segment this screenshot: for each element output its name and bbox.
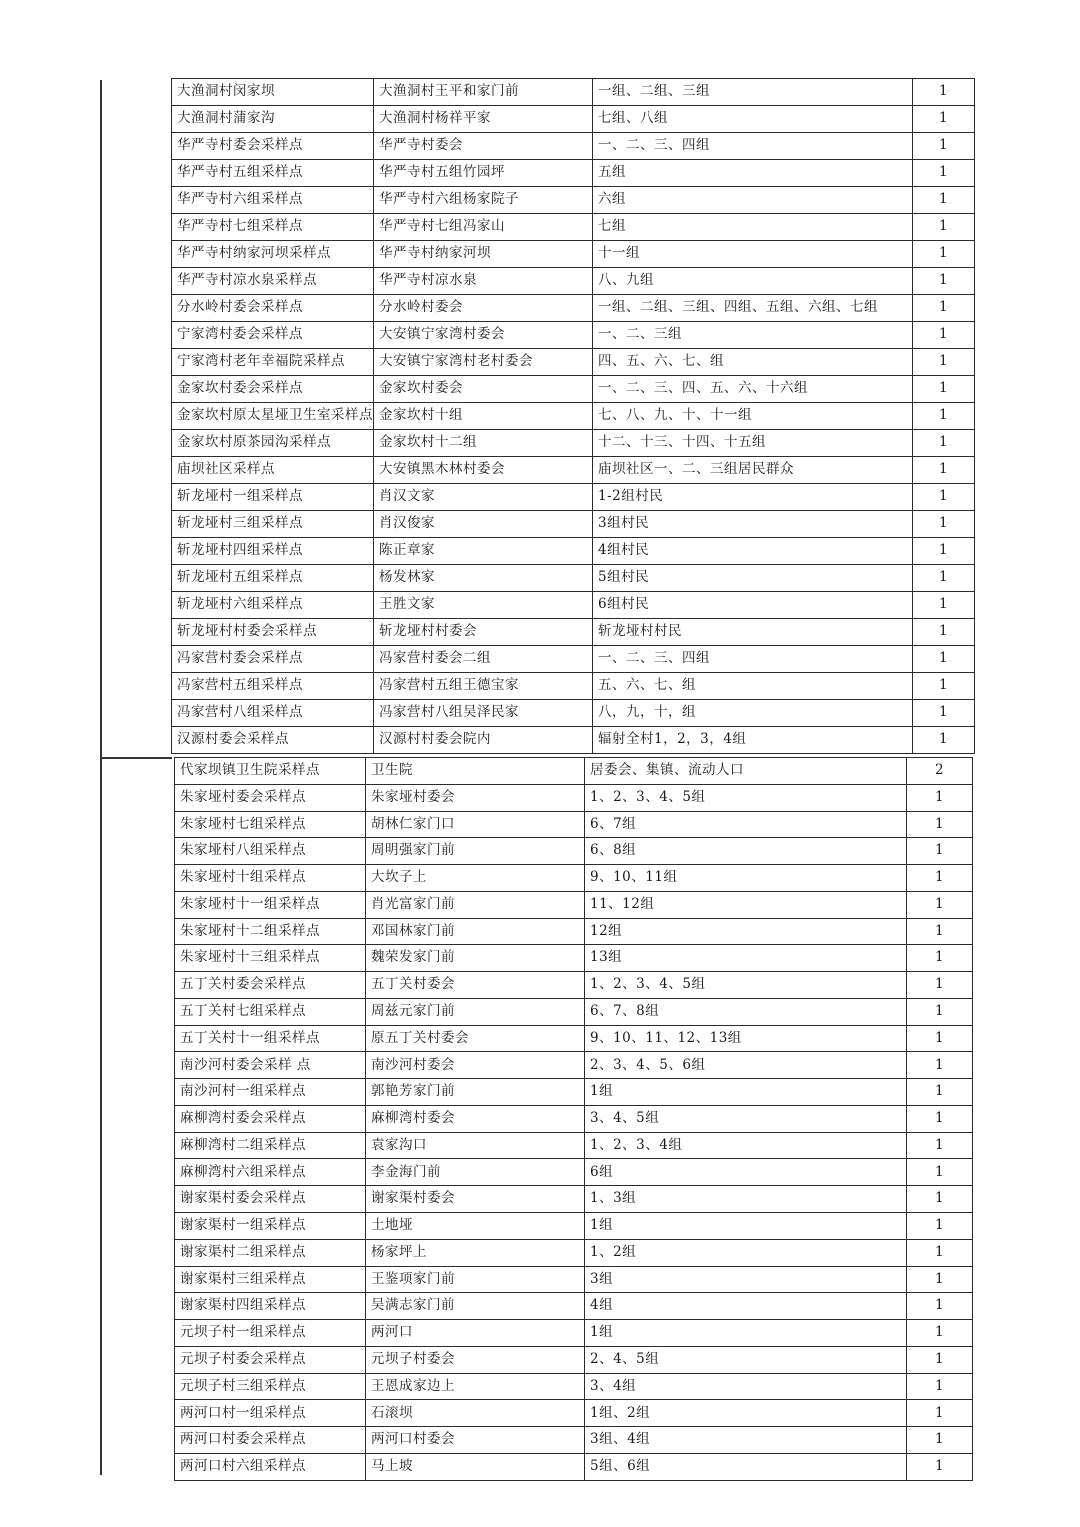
count-cell: 1 [913,538,975,565]
coverage-cell: 6组 [585,1159,907,1186]
count-cell: 1 [913,268,975,295]
count-cell: 1 [913,511,975,538]
coverage-cell: 3、4、5组 [585,1105,907,1132]
coverage-cell: 6、7、8组 [585,998,907,1025]
location-cell: 胡林仁家门口 [366,811,585,838]
table-row [175,811,973,838]
site-name-cell: 斩龙垭村五组采样点 [172,565,374,592]
count-cell: 1 [907,1346,973,1373]
coverage-cell: 1-2组村民 [593,484,913,511]
site-name-cell: 五丁关村七组采样点 [175,998,366,1025]
location-cell: 朱家垭村委会 [366,784,585,811]
count-cell: 1 [913,160,975,187]
table-row [172,295,975,322]
left-margin-line [100,80,102,1475]
count-cell: 1 [913,214,975,241]
location-cell: 华严寺村委会 [374,133,593,160]
location-cell: 陈正章家 [374,538,593,565]
table-row [175,1427,973,1454]
coverage-cell: 庙坝社区一、二、三组居民群众 [593,457,913,484]
location-cell: 两河口村委会 [366,1427,585,1454]
table-row [175,1320,973,1347]
count-cell: 1 [913,592,975,619]
coverage-cell: 一、二、三、四组 [593,646,913,673]
table-row [175,865,973,892]
coverage-cell: 八，九，十，组 [593,700,913,727]
site-name-cell: 麻柳湾村委会采样点 [175,1105,366,1132]
count-cell: 1 [907,1159,973,1186]
count-cell: 1 [907,1320,973,1347]
table-row [172,376,975,403]
table-row [172,727,975,754]
site-name-cell: 大渔洞村闵家坝 [172,79,374,106]
coverage-cell: 2、3、4、5、6组 [585,1052,907,1079]
location-cell: 大坎子上 [366,865,585,892]
location-cell: 杨发林家 [374,565,593,592]
site-name-cell: 朱家垭村十三组采样点 [175,945,366,972]
count-cell: 1 [907,1025,973,1052]
location-cell: 土地垭 [366,1213,585,1240]
site-name-cell: 两河口村一组采样点 [175,1400,366,1427]
site-name-cell: 华严寺村纳家河坝采样点 [172,241,374,268]
location-cell: 五丁关村委会 [366,972,585,999]
count-cell: 1 [907,1266,973,1293]
table-row [172,457,975,484]
coverage-cell: 1、2组 [585,1239,907,1266]
section-divider-line [100,757,172,759]
table-row [175,918,973,945]
location-cell: 杨家坪上 [366,1239,585,1266]
table-row [175,1400,973,1427]
location-cell: 邓国林家门前 [366,918,585,945]
location-cell: 石滚坝 [366,1400,585,1427]
coverage-cell: 11、12组 [585,891,907,918]
site-name-cell: 华严寺村委会采样点 [172,133,374,160]
table-row [172,484,975,511]
site-name-cell: 代家坝镇卫生院采样点 [175,758,366,785]
location-cell: 谢家渠村委会 [366,1186,585,1213]
count-cell: 1 [907,1079,973,1106]
site-name-cell: 元坝子村委会采样点 [175,1346,366,1373]
coverage-cell: 辐射全村1，2，3，4组 [593,727,913,754]
location-cell: 马上坡 [366,1453,585,1480]
location-cell: 李金海门前 [366,1159,585,1186]
site-name-cell: 朱家垭村十组采样点 [175,865,366,892]
count-cell: 1 [913,187,975,214]
location-cell: 汉源村村委会院内 [374,727,593,754]
count-cell: 1 [907,998,973,1025]
site-name-cell: 华严寺村五组采样点 [172,160,374,187]
location-cell: 华严寺村纳家河坝 [374,241,593,268]
location-cell: 华严寺村七组冯家山 [374,214,593,241]
count-cell: 1 [913,646,975,673]
site-name-cell: 朱家垭村委会采样点 [175,784,366,811]
table-row [172,106,975,133]
location-cell: 大安镇黑木林村委会 [374,457,593,484]
location-cell: 吴满志家门前 [366,1293,585,1320]
count-cell: 1 [913,241,975,268]
site-name-cell: 冯家营村五组采样点 [172,673,374,700]
table-row [175,998,973,1025]
site-name-cell: 分水岭村委会采样点 [172,295,374,322]
site-name-cell: 汉源村委会采样点 [172,727,374,754]
coverage-cell: 3组村民 [593,511,913,538]
coverage-cell: 3组 [585,1266,907,1293]
table-row [172,700,975,727]
count-cell: 1 [913,565,975,592]
count-cell: 1 [907,1105,973,1132]
count-cell: 1 [907,784,973,811]
location-cell: 两河口 [366,1320,585,1347]
location-cell: 周明强家门前 [366,838,585,865]
location-cell: 大安镇宁家湾村委会 [374,322,593,349]
coverage-cell: 6、8组 [585,838,907,865]
count-cell: 1 [913,106,975,133]
table-row [172,160,975,187]
count-cell: 1 [913,403,975,430]
count-cell: 1 [907,865,973,892]
count-cell: 1 [907,1132,973,1159]
site-name-cell: 麻柳湾村六组采样点 [175,1159,366,1186]
table-row [172,214,975,241]
count-cell: 1 [907,1052,973,1079]
location-cell: 麻柳湾村委会 [366,1105,585,1132]
location-cell: 华严寺村六组杨家院子 [374,187,593,214]
count-cell: 1 [913,673,975,700]
count-cell: 1 [907,1427,973,1454]
count-cell: 1 [907,1400,973,1427]
coverage-cell: 一、二、三、四组 [593,133,913,160]
table-row [172,511,975,538]
location-cell: 华严寺村凉水泉 [374,268,593,295]
coverage-cell: 一、二、三、四、五、六、十六组 [593,376,913,403]
count-cell: 1 [907,945,973,972]
coverage-cell: 八、九组 [593,268,913,295]
count-cell: 1 [907,1373,973,1400]
table-row [175,838,973,865]
table-row [172,403,975,430]
count-cell: 1 [913,430,975,457]
sampling-sites-table-b [174,757,973,1481]
location-cell: 冯家营村八组吴泽民家 [374,700,593,727]
location-cell: 王鉴项家门前 [366,1266,585,1293]
site-name-cell: 华严寺村七组采样点 [172,214,374,241]
table-row [172,565,975,592]
coverage-cell: 1组 [585,1213,907,1240]
location-cell: 郭艳芳家门前 [366,1079,585,1106]
coverage-cell: 3、4组 [585,1373,907,1400]
coverage-cell: 一组、二组、三组、四组、五组、六组、七组 [593,295,913,322]
site-name-cell: 南沙河村委会采样 点 [175,1052,366,1079]
count-cell: 1 [913,619,975,646]
table-row [175,1373,973,1400]
site-name-cell: 斩龙垭村六组采样点 [172,592,374,619]
table-row [175,758,973,785]
table-row [172,619,975,646]
coverage-cell: 1、2、3、4组 [585,1132,907,1159]
coverage-cell: 四、五、六、七、组 [593,349,913,376]
table-row [175,784,973,811]
coverage-cell: 十一组 [593,241,913,268]
coverage-cell: 1组、2组 [585,1400,907,1427]
coverage-cell: 1、2、3、4、5组 [585,972,907,999]
table-row [175,1346,973,1373]
site-name-cell: 朱家垭村十二组采样点 [175,918,366,945]
table-row [172,538,975,565]
table-row [172,79,975,106]
table-row [175,945,973,972]
coverage-cell: 一、二、三组 [593,322,913,349]
site-name-cell: 谢家渠村委会采样点 [175,1186,366,1213]
site-name-cell: 朱家垭村十一组采样点 [175,891,366,918]
count-cell: 1 [913,484,975,511]
count-cell: 1 [913,349,975,376]
count-cell: 1 [907,811,973,838]
site-name-cell: 五丁关村十一组采样点 [175,1025,366,1052]
table-row [175,1293,973,1320]
location-cell: 肖光富家门前 [366,891,585,918]
coverage-cell: 9、10、11组 [585,865,907,892]
table-row [175,1132,973,1159]
coverage-cell: 4组村民 [593,538,913,565]
table-row [175,1105,973,1132]
site-name-cell: 五丁关村委会采样点 [175,972,366,999]
coverage-cell: 十二、十三、十四、十五组 [593,430,913,457]
site-name-cell: 朱家垭村八组采样点 [175,838,366,865]
coverage-cell: 5组、6组 [585,1453,907,1480]
coverage-cell: 12组 [585,918,907,945]
location-cell: 冯家营村五组王德宝家 [374,673,593,700]
site-name-cell: 斩龙垭村四组采样点 [172,538,374,565]
coverage-cell: 居委会、集镇、流动人口 [585,758,907,785]
coverage-cell: 斩龙垭村村民 [593,619,913,646]
location-cell: 大渔洞村杨祥平家 [374,106,593,133]
count-cell: 1 [907,1293,973,1320]
count-cell: 1 [913,727,975,754]
table-row [172,430,975,457]
count-cell: 1 [913,376,975,403]
table-row [175,1079,973,1106]
site-name-cell: 麻柳湾村二组采样点 [175,1132,366,1159]
count-cell: 1 [913,322,975,349]
sampling-sites-table-a [171,78,975,754]
count-cell: 1 [907,1453,973,1480]
site-name-cell: 华严寺村凉水泉采样点 [172,268,374,295]
count-cell: 1 [907,1213,973,1240]
location-cell: 分水岭村委会 [374,295,593,322]
coverage-cell: 六组 [593,187,913,214]
coverage-cell: 七组 [593,214,913,241]
site-name-cell: 两河口村六组采样点 [175,1453,366,1480]
location-cell: 元坝子村委会 [366,1346,585,1373]
count-cell: 1 [907,891,973,918]
site-name-cell: 谢家渠村三组采样点 [175,1266,366,1293]
site-name-cell: 金家坎村委会采样点 [172,376,374,403]
location-cell: 冯家营村委会二组 [374,646,593,673]
coverage-cell: 13组 [585,945,907,972]
location-cell: 肖汉俊家 [374,511,593,538]
location-cell: 袁家沟口 [366,1132,585,1159]
site-name-cell: 元坝子村三组采样点 [175,1373,366,1400]
site-name-cell: 两河口村委会采样点 [175,1427,366,1454]
count-cell: 1 [907,1186,973,1213]
site-name-cell: 金家坎村原茶园沟采样点 [172,430,374,457]
count-cell: 1 [913,79,975,106]
count-cell: 1 [913,457,975,484]
location-cell: 魏荣发家门前 [366,945,585,972]
coverage-cell: 1、2、3、4、5组 [585,784,907,811]
location-cell: 王胜文家 [374,592,593,619]
coverage-cell: 4组 [585,1293,907,1320]
coverage-cell: 一组、二组、三组 [593,79,913,106]
table-row [172,349,975,376]
count-cell: 2 [907,758,973,785]
coverage-cell: 五、六、七、组 [593,673,913,700]
coverage-cell: 9、10、11、12、13组 [585,1025,907,1052]
site-name-cell: 斩龙垭村一组采样点 [172,484,374,511]
location-cell: 金家坎村十组 [374,403,593,430]
site-name-cell: 朱家垭村七组采样点 [175,811,366,838]
location-cell: 斩龙垭村村委会 [374,619,593,646]
coverage-cell: 五组 [593,160,913,187]
coverage-cell: 1组 [585,1320,907,1347]
site-name-cell: 华严寺村六组采样点 [172,187,374,214]
location-cell: 王恩成家边上 [366,1373,585,1400]
coverage-cell: 3组、4组 [585,1427,907,1454]
site-name-cell: 斩龙垭村村委会采样点 [172,619,374,646]
coverage-cell: 5组村民 [593,565,913,592]
table-row [175,1025,973,1052]
count-cell: 1 [907,838,973,865]
coverage-cell: 6组村民 [593,592,913,619]
coverage-cell: 七、八、九、十、十一组 [593,403,913,430]
site-name-cell: 庙坝社区采样点 [172,457,374,484]
site-name-cell: 宁家湾村老年幸福院采样点 [172,349,374,376]
location-cell: 金家坎村委会 [374,376,593,403]
site-name-cell: 大渔洞村蒲家沟 [172,106,374,133]
location-cell: 原五丁关村委会 [366,1025,585,1052]
location-cell: 周兹元家门前 [366,998,585,1025]
count-cell: 1 [907,918,973,945]
table-row [175,972,973,999]
coverage-cell: 2、4、5组 [585,1346,907,1373]
location-cell: 卫生院 [366,758,585,785]
table-row [175,1159,973,1186]
table-row [172,592,975,619]
site-name-cell: 谢家渠村二组采样点 [175,1239,366,1266]
table-row [175,1213,973,1240]
table-row [172,646,975,673]
location-cell: 金家坎村十二组 [374,430,593,457]
table-row [175,1266,973,1293]
location-cell: 南沙河村委会 [366,1052,585,1079]
location-cell: 大安镇宁家湾村老村委会 [374,349,593,376]
count-cell: 1 [907,1239,973,1266]
table-row [172,673,975,700]
table-row [172,322,975,349]
table-row [175,1052,973,1079]
table-row [175,891,973,918]
table-row [175,1239,973,1266]
coverage-cell: 七组、八组 [593,106,913,133]
count-cell: 1 [913,133,975,160]
site-name-cell: 冯家营村八组采样点 [172,700,374,727]
coverage-cell: 6、7组 [585,811,907,838]
site-name-cell: 宁家湾村委会采样点 [172,322,374,349]
coverage-cell: 1组 [585,1079,907,1106]
location-cell: 肖汉文家 [374,484,593,511]
site-name-cell: 南沙河村一组采样点 [175,1079,366,1106]
site-name-cell: 金家坎村原太星垭卫生室采样点 [172,403,374,430]
site-name-cell: 斩龙垭村三组采样点 [172,511,374,538]
table-row [172,268,975,295]
table-row [172,241,975,268]
site-name-cell: 谢家渠村四组采样点 [175,1293,366,1320]
site-name-cell: 冯家营村委会采样点 [172,646,374,673]
location-cell: 华严寺村五组竹园坪 [374,160,593,187]
location-cell: 大渔洞村王平和家门前 [374,79,593,106]
count-cell: 1 [913,700,975,727]
table-row [175,1453,973,1480]
table-row [172,133,975,160]
count-cell: 1 [907,972,973,999]
site-name-cell: 元坝子村一组采样点 [175,1320,366,1347]
coverage-cell: 1、3组 [585,1186,907,1213]
table-row [172,187,975,214]
site-name-cell: 谢家渠村一组采样点 [175,1213,366,1240]
table-row [175,1186,973,1213]
count-cell: 1 [913,295,975,322]
